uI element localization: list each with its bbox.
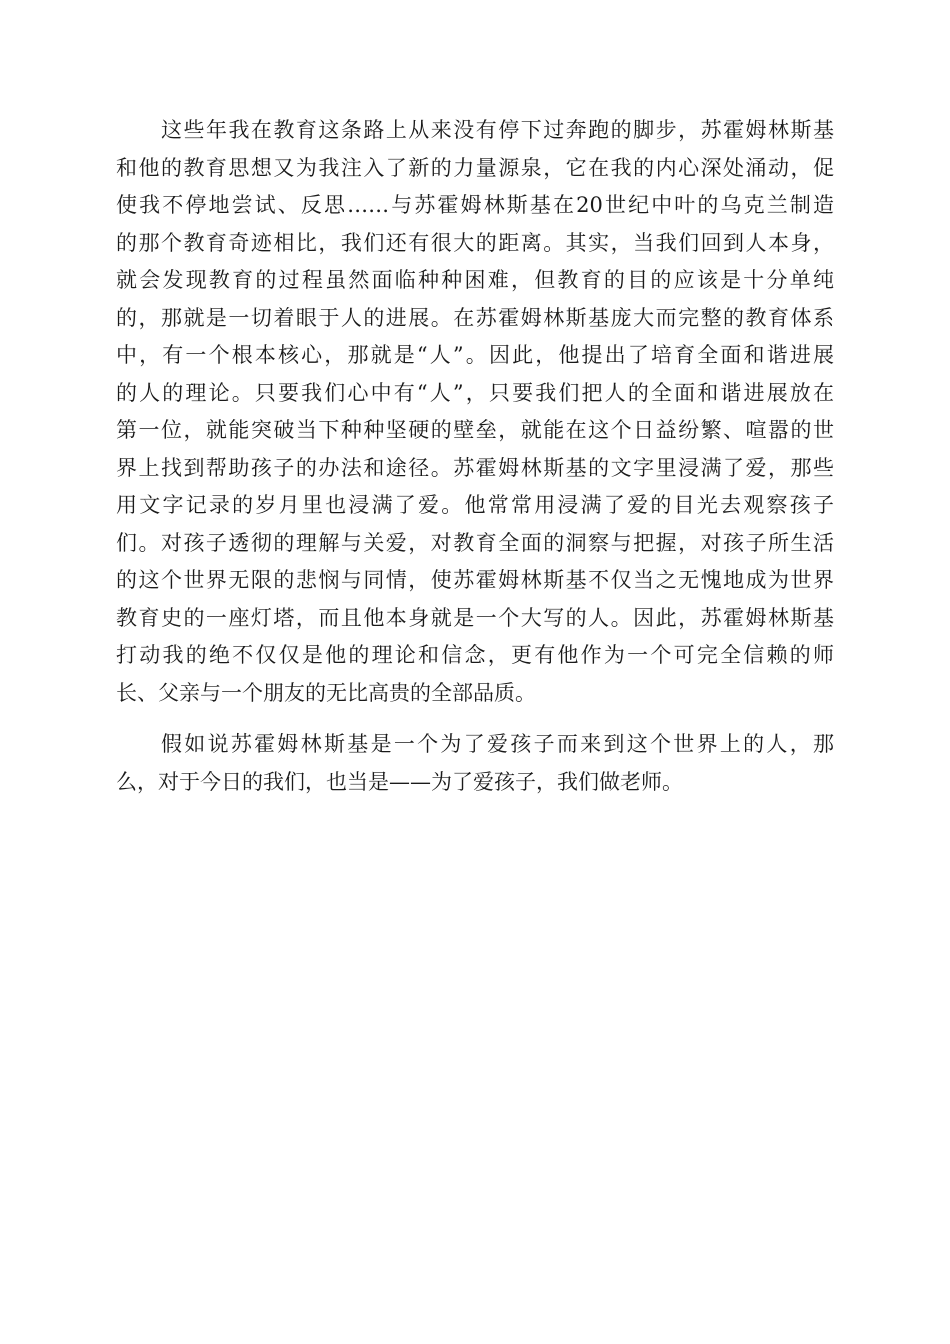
text-line: 么，对于今日的我们，也当是——为了爱孩子，我们做老师。 <box>116 769 683 794</box>
text-line: 和他的教育思想又为我注入了新的力量源泉，它在我的内心深处涌动，促 <box>116 155 834 180</box>
text-line: 界上找到帮助孩子的办法和途径。苏霍姆林斯基的文字里浸满了爱，那些 <box>116 455 834 480</box>
text-line: 第一位，就能突破当下种种坚硬的壁垒，就能在这个日益纷繁、喧嚣的世 <box>116 418 834 442</box>
text-line: 使我不停地尝试、反思……与苏霍姆林斯基在20世纪中叶的乌克兰制造 <box>116 193 834 217</box>
paragraph-spacer <box>116 712 834 726</box>
document-body <box>116 112 834 801</box>
text-line: 用文字记录的岁月里也浸满了爱。他常常用浸满了爱的目光去观察孩子 <box>116 493 834 517</box>
paragraph-1 <box>116 112 834 712</box>
text-line: 这些年我在教育这条路上从来没有停下过奔跑的脚步，苏霍姆林斯基 <box>161 118 834 142</box>
text-line: 教育史的一座灯塔，而且他本身就是一个大写的人。因此，苏霍姆林斯基 <box>116 605 834 630</box>
text-line: 的人的理论。只要我们心中有“人”，只要我们把人的全面和谐进展放在 <box>116 380 834 405</box>
paragraph-2 <box>116 726 834 801</box>
text-line: 的，那就是一切着眼于人的进展。在苏霍姆林斯基庞大而完整的教育体系 <box>116 305 834 330</box>
text-line: 中，有一个根本核心，那就是“人”。因此，他提出了培育全面和谐进展 <box>116 343 834 367</box>
text-line: 假如说苏霍姆林斯基是一个为了爱孩子而来到这个世界上的人，那 <box>161 732 834 756</box>
text-line: 打动我的绝不仅仅是他的理论和信念，更有他作为一个可完全信赖的师 <box>116 643 834 667</box>
text-line: 们。对孩子透彻的理解与关爱，对教育全面的洞察与把握，对孩子所生活 <box>116 530 834 555</box>
text-line: 长、父亲与一个朋友的无比高贵的全部品质。 <box>116 680 536 705</box>
text-line: 的那个教育奇迹相比，我们还有很大的距离。其实，当我们回到人本身， <box>116 230 834 255</box>
text-line: 就会发现教育的过程虽然面临种种困难，但教育的目的应该是十分单纯 <box>116 268 834 292</box>
text-line: 的这个世界无限的悲悯与同情，使苏霍姆林斯基不仅当之无愧地成为世界 <box>116 568 834 592</box>
